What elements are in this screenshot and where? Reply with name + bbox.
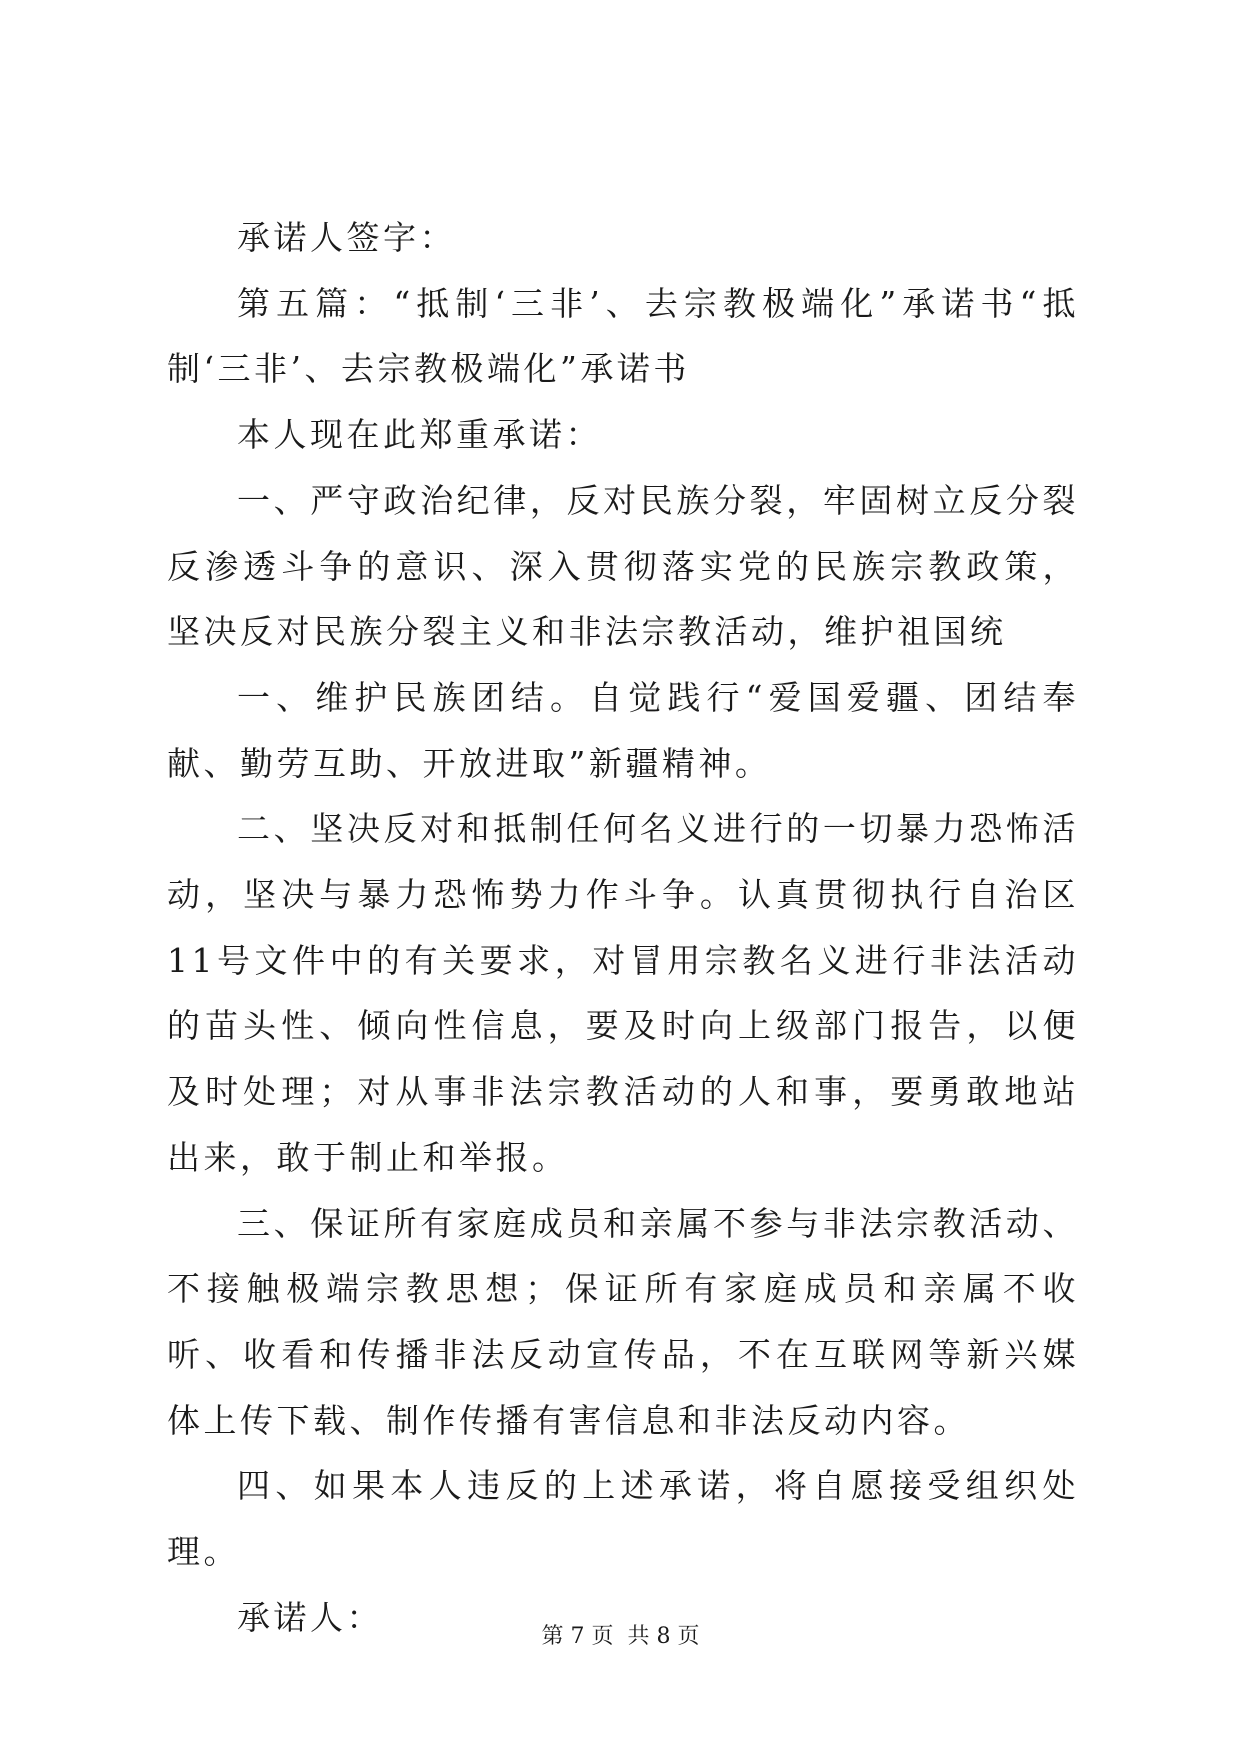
section-title: 第五篇：“抵制‘三非’、去宗教极端化”承诺书“抵制‘三非’、去宗教极端化”承诺书 bbox=[167, 283, 1079, 389]
page-total: 共 8 页 bbox=[627, 1624, 700, 1649]
pledge-intro: 本人现在此郑重承诺： bbox=[237, 415, 602, 455]
signature-line: 承诺人签字： bbox=[237, 218, 456, 257]
pledge-item: 三、保证所有家庭成员和亲属不参与非法宗教活动、不接触极端宗教思想；保证所有家庭成员和亲属不收听、收看和传播非法反动宣传品，不在互联网等新兴媒体上传下载、制作传播有害信息和非法反动内容。 bbox=[167, 1203, 1079, 1440]
pledge-item: 一、维护民族团结。自觉践行“爱国爱疆、团结奉献、勤劳互助、开放进取”新疆精神。 bbox=[167, 677, 1079, 783]
pledger-line: 承诺人： bbox=[237, 1597, 383, 1637]
pledge-item: 一、严守政治纪律，反对民族分裂，牢固树立反分裂反渗透斗争的意识、深入贯彻落实党的民族宗教政策，坚决反对民族分裂主义和非法宗教活动，维护祖国统 bbox=[167, 480, 1079, 652]
document-body bbox=[167, 205, 1079, 1650]
page-number: 第 7 页 bbox=[541, 1624, 614, 1649]
pledge-item: 二、坚决反对和抵制任何名义进行的一切暴力恐怖活动，坚决与暴力恐怖势力作斗争。认真贯彻执行自治区11号文件中的有关要求，对冒用宗教名义进行非法活动的苗头性、倾向性信息，要及时向上级部门报告，以便及时处理；对从事非法宗教活动的人和事，要勇敢地站出来，敢于制止和举报。 bbox=[167, 809, 1079, 1177]
pledge-item: 四、如果本人违反的上述承诺，将自愿接受组织处理。 bbox=[167, 1466, 1079, 1572]
page-footer bbox=[0, 1622, 1241, 1652]
